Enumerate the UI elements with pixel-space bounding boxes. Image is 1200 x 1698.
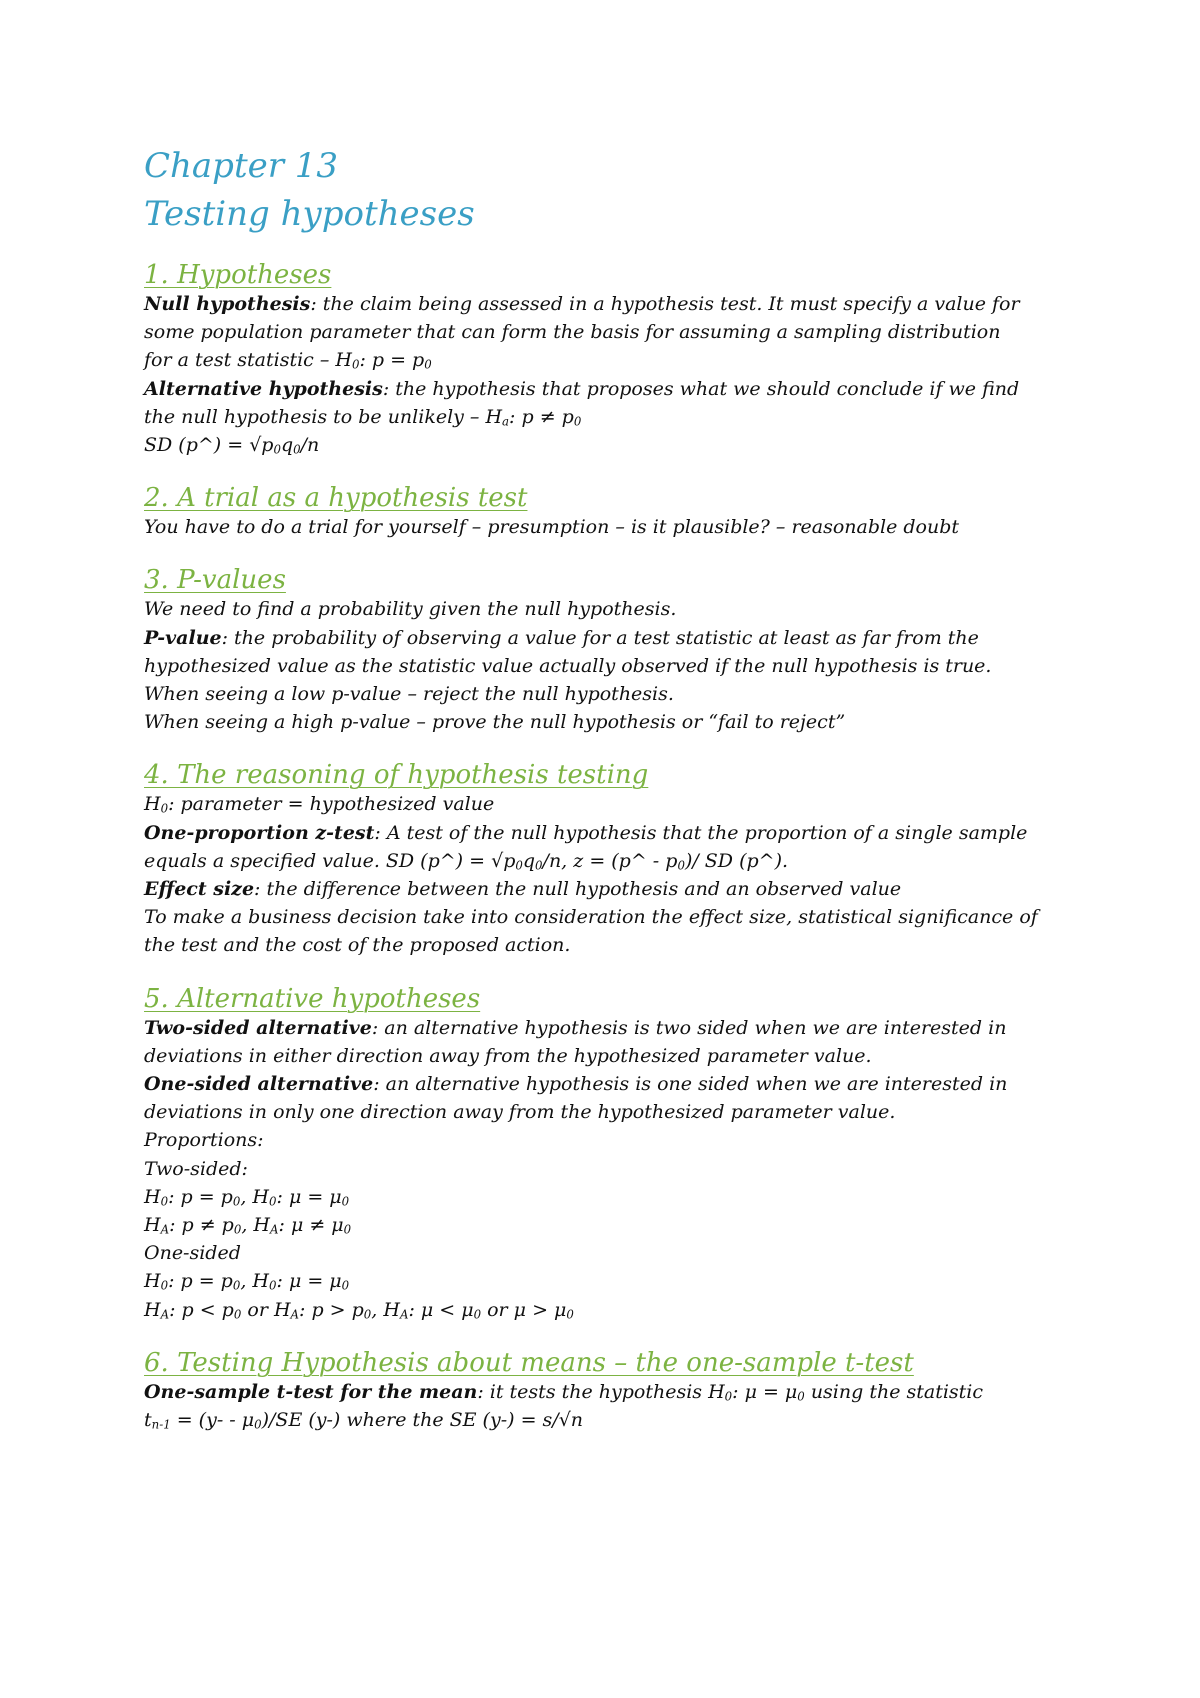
subscript: 0 xyxy=(160,1278,169,1293)
text-run: q xyxy=(280,434,294,457)
text-line xyxy=(144,708,1084,736)
document-page xyxy=(144,142,1084,1434)
text-line xyxy=(144,346,1084,374)
text-run: : p > p xyxy=(299,1298,364,1321)
text-line xyxy=(144,1296,1084,1324)
text-run: deviations in only one direction away from the hypothesized parameter value. xyxy=(144,1101,896,1124)
subscript: 0 xyxy=(273,442,281,457)
text-run: When seeing a high p-value – prove the null hypothesis or “fail to reject” xyxy=(144,711,846,734)
subscript: 0 xyxy=(797,1389,805,1404)
text-run: /n xyxy=(300,434,320,457)
text-run: : the claim being assessed in a hypothesis test. It must specify a value for xyxy=(310,293,1020,315)
text-run: SD (p^) = √p xyxy=(144,434,274,457)
text-run: : p = p xyxy=(168,1185,233,1208)
subscript: 0 xyxy=(473,1307,482,1322)
text-run: deviations in either direction away from the hypothesized parameter value. xyxy=(144,1044,872,1067)
subscript: 0 xyxy=(160,1194,169,1209)
subscript: 0 xyxy=(233,1307,242,1322)
term-label: One-sided alternative xyxy=(144,1073,374,1096)
text-run: One-sided xyxy=(144,1242,241,1265)
subscript: 0 xyxy=(343,1222,352,1237)
text-run: : p ≠ p xyxy=(169,1214,234,1237)
section-heading: 3. P-values xyxy=(144,565,286,596)
text-line xyxy=(144,624,1084,652)
sections-container xyxy=(144,260,1084,1434)
subscript: A xyxy=(290,1307,300,1322)
section-heading: 4. The reasoning of hypothesis testing xyxy=(144,760,649,791)
text-line xyxy=(144,1183,1084,1211)
subscript: A xyxy=(160,1222,170,1237)
text-run: or H xyxy=(241,1298,291,1321)
subscript: A xyxy=(399,1307,409,1322)
text-run: the null hypothesis to be unlikely – H xyxy=(144,405,503,428)
subscript: 0 xyxy=(566,1307,574,1322)
text-line xyxy=(144,790,1084,818)
text-run: : A test of the null hypothesis that the proportion of a single sample xyxy=(374,821,1028,844)
text-run: = (y- - μ xyxy=(170,1409,255,1432)
text-run: : it tests the hypothesis H xyxy=(477,1380,725,1403)
text-run: : p = p xyxy=(359,349,425,372)
text-run: , H xyxy=(240,1270,269,1293)
term-label: One-sample t-test for the mean xyxy=(144,1380,478,1403)
subscript: 0 xyxy=(232,1278,241,1293)
text-run: : μ ≠ μ xyxy=(278,1214,344,1237)
text-line xyxy=(144,403,1084,431)
text-line xyxy=(144,1014,1084,1042)
subscript: 0 xyxy=(232,1194,241,1209)
text-run: H xyxy=(144,793,161,816)
text-line xyxy=(144,1042,1084,1070)
subscript: 0 xyxy=(363,1307,372,1322)
text-line xyxy=(144,1239,1084,1267)
text-run: To make a business decision take into consideration the effect size, statistical significance of xyxy=(144,906,1038,929)
text-line xyxy=(144,1211,1084,1239)
text-line xyxy=(144,652,1084,680)
subscript: a xyxy=(502,414,510,429)
text-line xyxy=(144,1378,1084,1406)
text-run: , H xyxy=(241,1214,270,1237)
text-run: You have to do a trial for yourself – presumption – is it plausible? – reasonable doubt xyxy=(144,516,960,539)
term-label: Alternative hypothesis xyxy=(144,377,383,400)
text-run: equals a specified value. SD (p^) = √p xyxy=(144,849,516,872)
text-run: or μ > μ xyxy=(481,1298,567,1321)
text-line xyxy=(144,1406,1084,1434)
text-line xyxy=(144,1267,1084,1295)
subscript: 0 xyxy=(724,1389,733,1404)
text-run: Proportions: xyxy=(144,1129,264,1152)
section-3 xyxy=(144,565,1084,760)
subscript: A xyxy=(160,1307,170,1322)
text-line xyxy=(144,1098,1084,1126)
text-run: : an alternative hypothesis is one sided when we are interested in xyxy=(373,1073,1008,1096)
text-run: : p = p xyxy=(168,1270,233,1293)
text-run: , H xyxy=(240,1185,269,1208)
section-1 xyxy=(144,260,1084,483)
chapter-title xyxy=(144,142,1084,238)
text-line xyxy=(144,375,1084,403)
text-run: H xyxy=(144,1298,161,1321)
text-line xyxy=(144,290,1084,318)
subscript: 0 xyxy=(424,357,432,372)
subscript: A xyxy=(270,1222,279,1237)
text-line xyxy=(144,431,1084,459)
text-line xyxy=(144,847,1084,875)
text-run: H xyxy=(144,1185,161,1208)
text-run: q xyxy=(522,849,536,872)
section-5 xyxy=(144,984,1084,1348)
text-run: We need to find a probability given the null hypothesis. xyxy=(144,598,677,621)
text-run: : the difference between the null hypothesis and an observed value xyxy=(254,878,902,901)
text-run: , H xyxy=(371,1298,400,1321)
section-4 xyxy=(144,760,1084,983)
text-run: hypothesized value as the statistic value actually observed if the null hypothesis is true. xyxy=(144,654,992,677)
chapter-number: Chapter 13 xyxy=(144,146,339,186)
text-line xyxy=(144,513,1084,541)
text-line xyxy=(144,931,1084,959)
text-run: )/ SD (p^). xyxy=(684,849,789,872)
term-label: Null hypothesis xyxy=(144,293,311,315)
text-line xyxy=(144,595,1084,623)
text-run: /n, z = (p^ - p xyxy=(542,849,678,872)
text-run: : p < p xyxy=(169,1298,234,1321)
text-run: Two-sided: xyxy=(144,1157,248,1180)
section-heading: 6. Testing Hypothesis about means – the one-sample t-test xyxy=(144,1347,914,1378)
text-run: : the hypothesis that proposes what we should conclude if we find xyxy=(382,377,1020,400)
text-line xyxy=(144,819,1084,847)
subscript: 0 xyxy=(573,414,582,429)
subscript: 0 xyxy=(254,1417,262,1432)
subscript: 0 xyxy=(233,1222,242,1237)
subscript: 0 xyxy=(341,1194,350,1209)
text-run: using the statistic xyxy=(804,1380,984,1403)
text-run: H xyxy=(144,1270,161,1293)
subscript: 0 xyxy=(515,858,523,873)
text-run: some population parameter that can form the basis for assuming a sampling distribution xyxy=(144,321,1001,344)
text-run: When seeing a low p-value – reject the null hypothesis. xyxy=(144,683,674,706)
text-run: : parameter = hypothesized value xyxy=(168,793,495,816)
text-run: : μ = μ xyxy=(276,1270,342,1293)
text-line xyxy=(144,318,1084,346)
subscript: n-1 xyxy=(151,1417,171,1432)
section-2 xyxy=(144,483,1084,565)
text-line xyxy=(144,680,1084,708)
text-line xyxy=(144,903,1084,931)
text-line xyxy=(144,1155,1084,1183)
term-label: Two-sided alternative xyxy=(144,1016,372,1039)
section-6 xyxy=(144,1348,1084,1434)
text-run: : μ = μ xyxy=(732,1380,798,1403)
text-run: the test and the cost of the proposed action. xyxy=(144,934,571,957)
section-heading: 1. Hypotheses xyxy=(144,260,332,290)
text-run: )/SE (y-) where the SE (y-) = s/√n xyxy=(261,1409,584,1432)
subscript: 0 xyxy=(341,1278,350,1293)
text-run: for a test statistic – H xyxy=(144,349,352,372)
subscript: 0 xyxy=(535,858,543,873)
section-heading: 2. A trial as a hypothesis test xyxy=(144,483,528,514)
section-heading: 5. Alternative hypotheses xyxy=(144,983,481,1014)
subscript: 0 xyxy=(677,858,685,873)
subscript: 0 xyxy=(160,801,169,816)
term-label: P-value xyxy=(144,626,222,649)
subscript: 0 xyxy=(351,357,360,372)
text-run: : the probability of observing a value for a test statistic at least as far from the xyxy=(221,626,979,649)
subscript: 0 xyxy=(269,1194,277,1209)
subscript: 0 xyxy=(293,442,301,457)
text-run: : μ = μ xyxy=(276,1185,342,1208)
text-run: : an alternative hypothesis is two sided when we are interested in xyxy=(371,1016,1007,1039)
text-run: : p ≠ p xyxy=(509,405,574,428)
chapter-subtitle: Testing hypotheses xyxy=(144,194,475,234)
term-label: Effect size xyxy=(144,878,255,901)
text-line xyxy=(144,1126,1084,1154)
term-label: One-proportion z-test xyxy=(144,821,375,844)
subscript: 0 xyxy=(269,1278,277,1293)
text-run: H xyxy=(144,1214,161,1237)
text-line xyxy=(144,1070,1084,1098)
text-line xyxy=(144,875,1084,903)
text-run: t xyxy=(144,1409,152,1432)
text-run: : μ < μ xyxy=(408,1298,474,1321)
